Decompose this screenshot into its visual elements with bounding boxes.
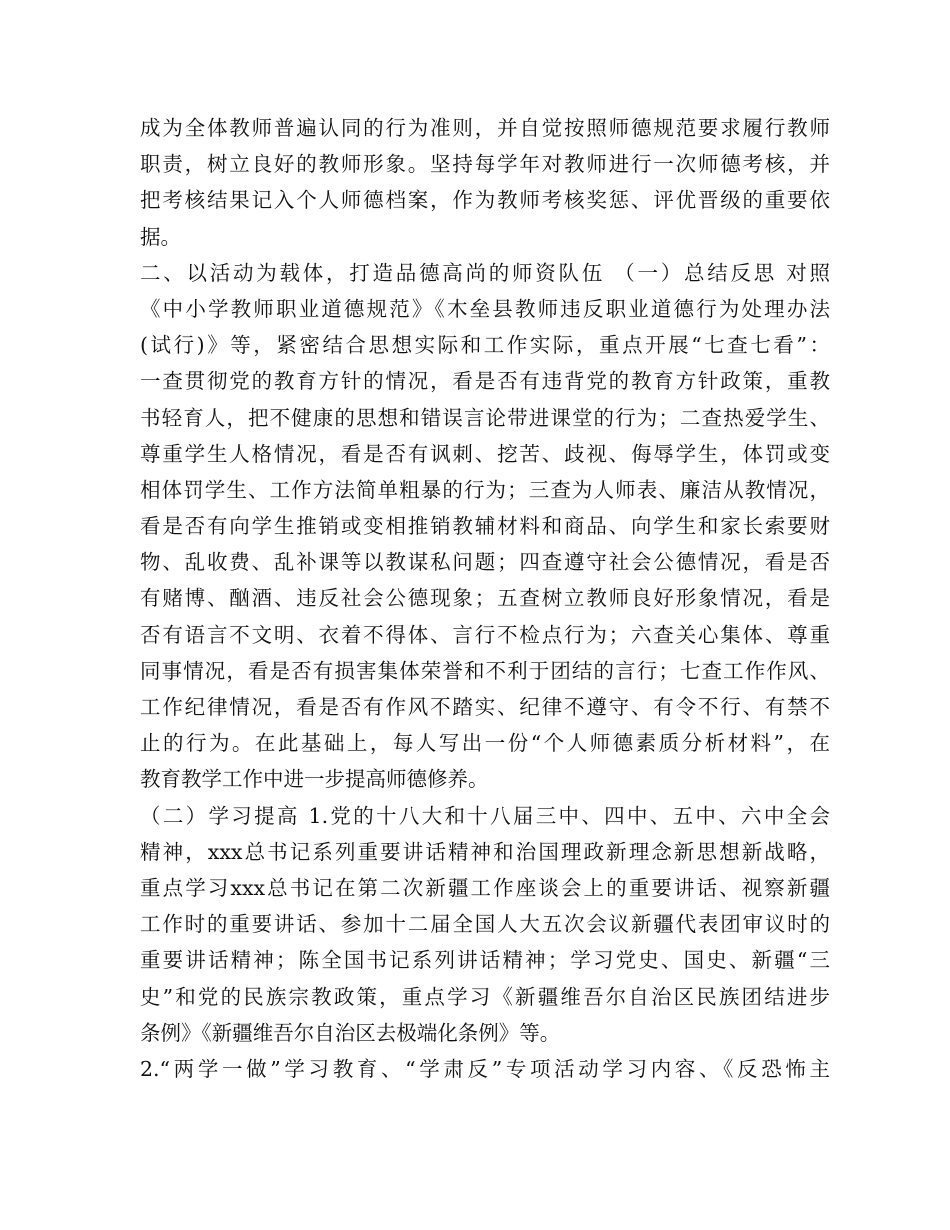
text-line: 重要讲话精神；陈全国书记系列讲话精神；学习党史、国史、新疆“三 — [140, 948, 830, 973]
text-line: 书轻育人，把不健康的思想和错误言论带进课堂的行为；二查热爱学生、 — [140, 405, 830, 430]
text-line: 职责，树立良好的教师形象。坚持每学年对教师进行一次师德考核，并 — [140, 152, 830, 177]
text-line: 有赌博、酗酒、违反社会公德现象；五查树立教师良好形象情况，看是 — [140, 586, 830, 611]
body-text — [140, 110, 830, 1087]
text-line: 看是否有向学生推销或变相推销教辅材料和商品、向学生和家长索要财 — [140, 514, 830, 539]
text-line: 把考核结果记入个人师德档案，作为教师考核奖惩、评优晋级的重要依 — [140, 188, 830, 213]
text-line: 条例》《新疆维吾尔自治区去极端化条例》等。 — [140, 1020, 561, 1045]
text-line: 精神，xxx总书记系列重要讲话精神和治国理政新理念新思想新战略， — [140, 839, 830, 864]
text-line: 成为全体教师普遍认同的行为准则，并自觉按照师德规范要求履行教师 — [140, 116, 830, 140]
text-line: 同事情况，看是否有损害集体荣誉和不利于团结的言行；七查工作作风、 — [140, 658, 830, 683]
subsection-heading-line: （二）学习提高 1.党的十八大和十八届三中、四中、五中、六中全会 — [140, 803, 830, 828]
text-line: 2.“两学一做”学习教育、“学肃反”专项活动学习内容、《反恐怖主 — [140, 1056, 830, 1081]
text-line: 止的行为。在此基础上，每人写出一份“个人师德素质分析材料”，在 — [140, 731, 830, 756]
text-line: 否有语言不文明、衣着不得体、言行不检点行为；六查关心集体、尊重 — [140, 622, 830, 647]
text-line: 史”和党的民族宗教政策，重点学习《新疆维吾尔自治区民族团结进步 — [140, 984, 830, 1009]
text-line: 据。 — [140, 224, 181, 249]
section-heading-line: 二、以活动为载体，打造品德高尚的师资队伍 （一）总结反思 对照 — [140, 260, 830, 285]
text-line: 相体罚学生、工作方法简单粗暴的行为；三查为人师表、廉洁从教情况， — [140, 477, 830, 502]
text-line: (试行)》等，紧密结合思想实际和工作实际，重点开展“七查七看”： — [140, 333, 830, 358]
text-line: 尊重学生人格情况，看是否有讽刺、挖苦、歧视、侮辱学生，体罚或变 — [140, 441, 830, 466]
text-line: 工作纪律情况，看是否有作风不踏实、纪律不遵守、有令不行、有禁不 — [140, 695, 830, 719]
text-line: 物、乱收费、乱补课等以教谋私问题；四查遵守社会公德情况，看是否 — [140, 550, 830, 575]
text-line: 教育教学工作中进一步提高师德修养。 — [140, 767, 489, 792]
text-line: 一查贯彻党的教育方针的情况，看是否有违背党的教育方针政策，重教 — [140, 369, 830, 394]
text-line: 工作时的重要讲话、参加十二届全国人大五次会议新疆代表团审议时的 — [140, 912, 830, 937]
text-line: 《中小学教师职业道德规范》《木垒县教师违反职业道德行为处理办法 — [140, 296, 830, 321]
text-line: 重点学习xxx总书记在第二次新疆工作座谈会上的重要讲话、视察新疆 — [140, 875, 830, 900]
